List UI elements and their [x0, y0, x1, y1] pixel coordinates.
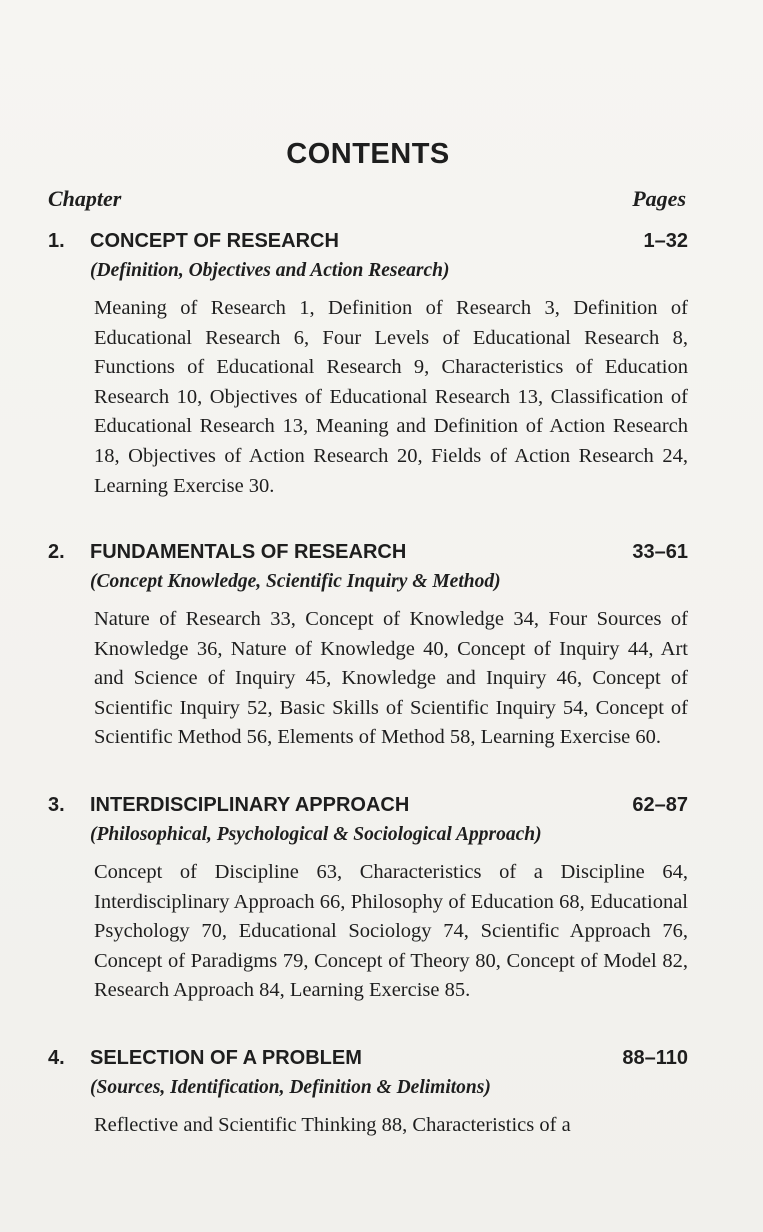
chapter-pages: 88–110	[622, 1047, 688, 1069]
chapter-subtitle: (Sources, Identification, Definition & Delimitons)	[90, 1077, 491, 1098]
chapter-subtitle: (Concept Knowledge, Scientific Inquiry & Method)	[90, 571, 501, 592]
chapter-pages: 33–61	[632, 541, 688, 563]
chapter-heading	[48, 541, 688, 571]
chapter-entry-1	[48, 230, 688, 501]
pages-column-label: Pages	[632, 186, 686, 211]
chapter-heading	[48, 1047, 688, 1077]
chapter-subtitle: (Philosophical, Psychological & Sociological Approach)	[90, 824, 542, 845]
chapter-topics: Reflective and Scientific Thinking 88, Characteristics of a	[94, 1114, 571, 1136]
chapter-topics: Nature of Research 33, Concept of Knowledge 34, Four Sources of Knowledge 36, Nature of Knowledge 40, Concept of Inquiry 44, Art and Science of Inquiry 45, Knowledge and Inquiry 46, Concept of Scientific Inquiry 52, Basic Skills of Scientific Inquiry 54, Concept of Scientific Method 56, Elements of Method 58, Learning Exercise 60.	[94, 608, 688, 749]
chapter-pages: 62–87	[632, 794, 688, 816]
chapter-subtitle: (Definition, Objectives and Action Research)	[90, 260, 450, 281]
chapter-title: INTERDISCIPLINARY APPROACH	[90, 794, 410, 816]
chapter-title: SELECTION OF A PROBLEM	[90, 1047, 362, 1069]
chapter-heading	[48, 230, 688, 260]
chapter-number: 3.	[48, 794, 65, 816]
chapter-pages: 1–32	[643, 230, 688, 252]
chapter-entry-3	[48, 794, 688, 1006]
chapter-topics: Meaning of Research 1, Definition of Research 3, Definition of Educational Research 6, Four Levels of Educational Research 8, Functions of Educational Research 9, Characteristics of Education Research 10, Objectives of Educational Research 13, Classification of Educational Research 13, Meaning and Definition of Action Research 18, Objectives of Action Research 20, Fields of Action Research 24, Learning Exercise 30.	[94, 297, 688, 497]
chapter-title: CONCEPT OF RESEARCH	[90, 230, 339, 252]
chapter-topics: Concept of Discipline 63, Characteristics of a Discipline 64, Interdisciplinary Approach 66, Philosophy of Education 68, Educational Psychology 70, Educational Sociology 74, Scientific Approach 76, Concept of Paradigms 79, Concept of Theory 80, Concept of Model 82, Research Approach 84, Learning Exercise 85.	[94, 861, 688, 1002]
page-title: CONTENTS	[286, 138, 450, 170]
chapter-entry-2	[48, 541, 688, 753]
chapter-heading	[48, 794, 688, 824]
chapter-number: 1.	[48, 230, 65, 252]
chapter-title: FUNDAMENTALS OF RESEARCH	[90, 541, 407, 563]
chapter-number: 4.	[48, 1047, 65, 1069]
chapter-number: 2.	[48, 541, 65, 563]
chapter-column-label: Chapter	[48, 186, 122, 211]
chapter-entry-4	[48, 1047, 688, 1141]
